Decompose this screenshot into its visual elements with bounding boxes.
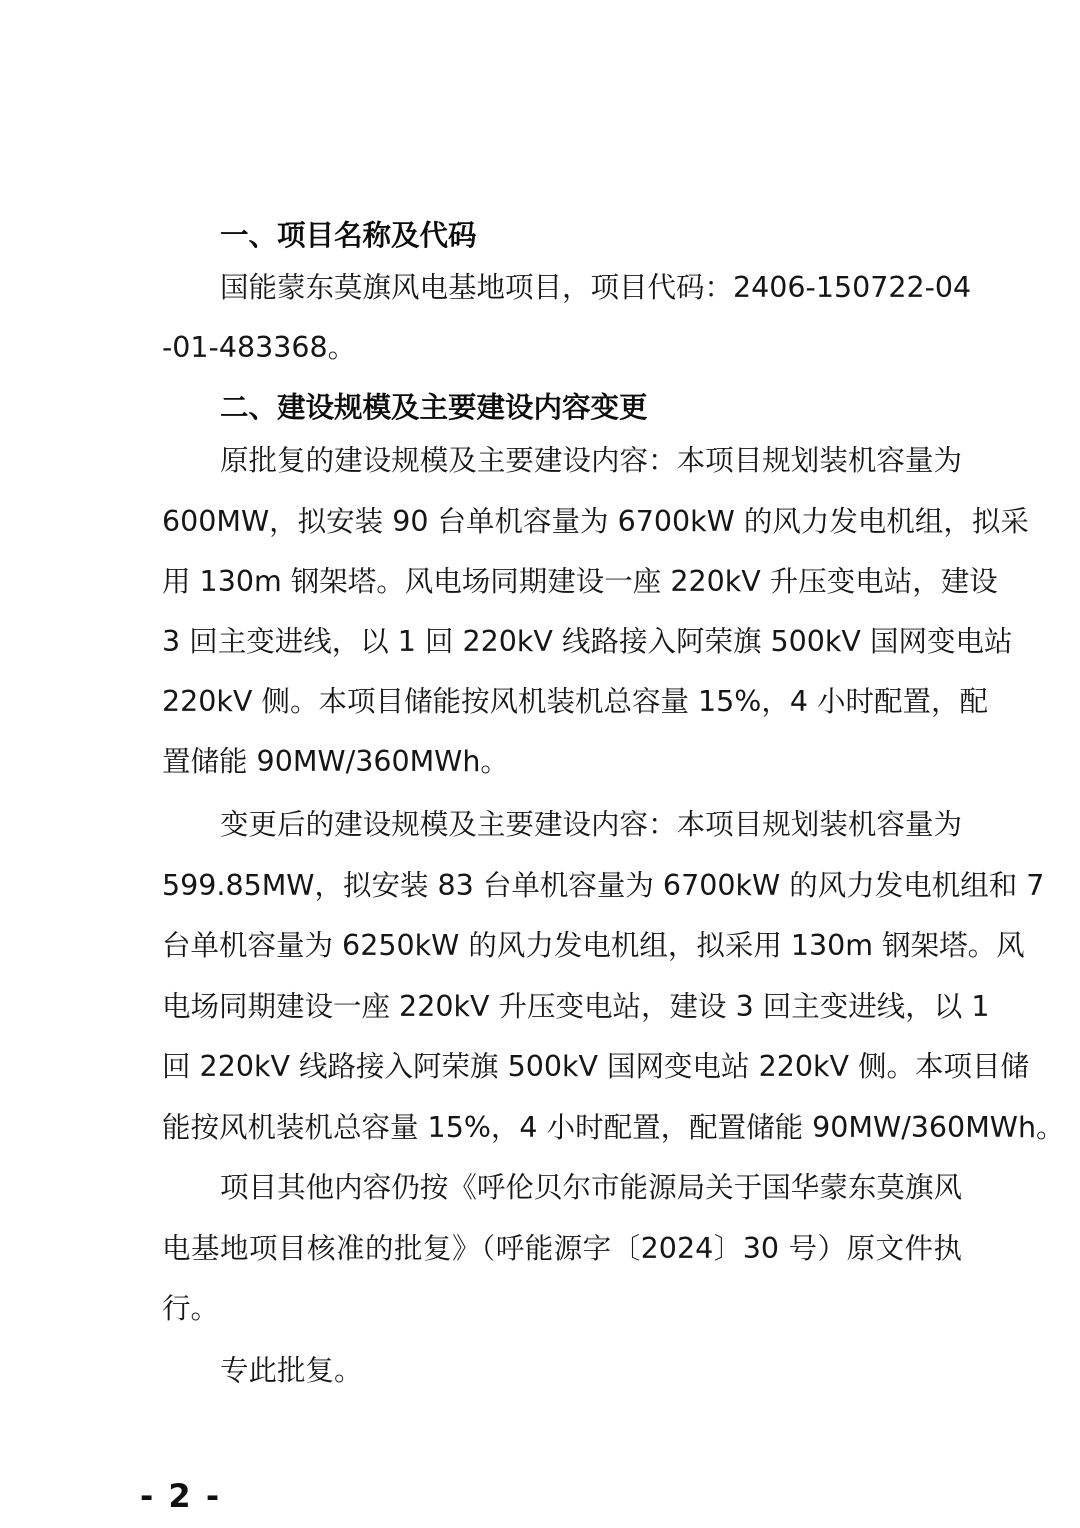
paragraph-line: 台单机容量为 6250kW 的风力发电机组，拟采用 130m 钢架塔。风 <box>162 929 1025 962</box>
paragraph-line: 599.85MW，拟安装 83 台单机容量为 6700kW 的风力发电机组和 7 <box>162 869 1045 902</box>
paragraph-line: 电基地项目核准的批复》（呼能源字〔2024〕30 号）原文件执 <box>162 1232 962 1265</box>
paragraph-line: 220kV 侧。本项目储能按风机装机总容量 15%，4 小时配置，配 <box>162 685 989 718</box>
closing-line: 专此批复。 <box>220 1354 363 1387</box>
paragraph-line: 3 回主变进线，以 1 回 220kV 线路接入阿荣旗 500kV 国网变电站 <box>162 625 1013 658</box>
paragraph-line: 回 220kV 线路接入阿荣旗 500kV 国网变电站 220kV 侧。本项目储 <box>162 1050 1030 1083</box>
paragraph-line: 置储能 90MW/360MWh。 <box>162 745 509 778</box>
paragraph-line: 原批复的建设规模及主要建设内容：本项目规划装机容量为 <box>220 444 962 477</box>
paragraph-line: 能按风机装机总容量 15%，4 小时配置，配置储能 90MW/360MWh。 <box>162 1111 1065 1144</box>
paragraph-line: 变更后的建设规模及主要建设内容：本项目规划装机容量为 <box>220 808 962 841</box>
section-heading-project-name: 一、项目名称及代码 <box>220 219 477 252</box>
section-heading-construction-scale: 二、建设规模及主要建设内容变更 <box>220 391 648 424</box>
paragraph-line: -01-483368。 <box>162 331 357 364</box>
paragraph-line: 600MW，拟安装 90 台单机容量为 6700kW 的风力发电机组，拟采 <box>162 505 1029 538</box>
paragraph-line: 行。 <box>162 1292 220 1325</box>
paragraph-line: 用 130m 钢架塔。风电场同期建设一座 220kV 升压变电站，建设 <box>162 565 998 598</box>
page-number: - 2 - <box>140 1477 222 1515</box>
paragraph-line: 项目其他内容仍按《呼伦贝尔市能源局关于国华蒙东莫旗风 <box>220 1171 962 1204</box>
paragraph-line: 国能蒙东莫旗风电基地项目，项目代码：2406-150722-04 <box>220 271 972 304</box>
paragraph-line: 电场同期建设一座 220kV 升压变电站，建设 3 回主变进线，以 1 <box>162 990 990 1023</box>
